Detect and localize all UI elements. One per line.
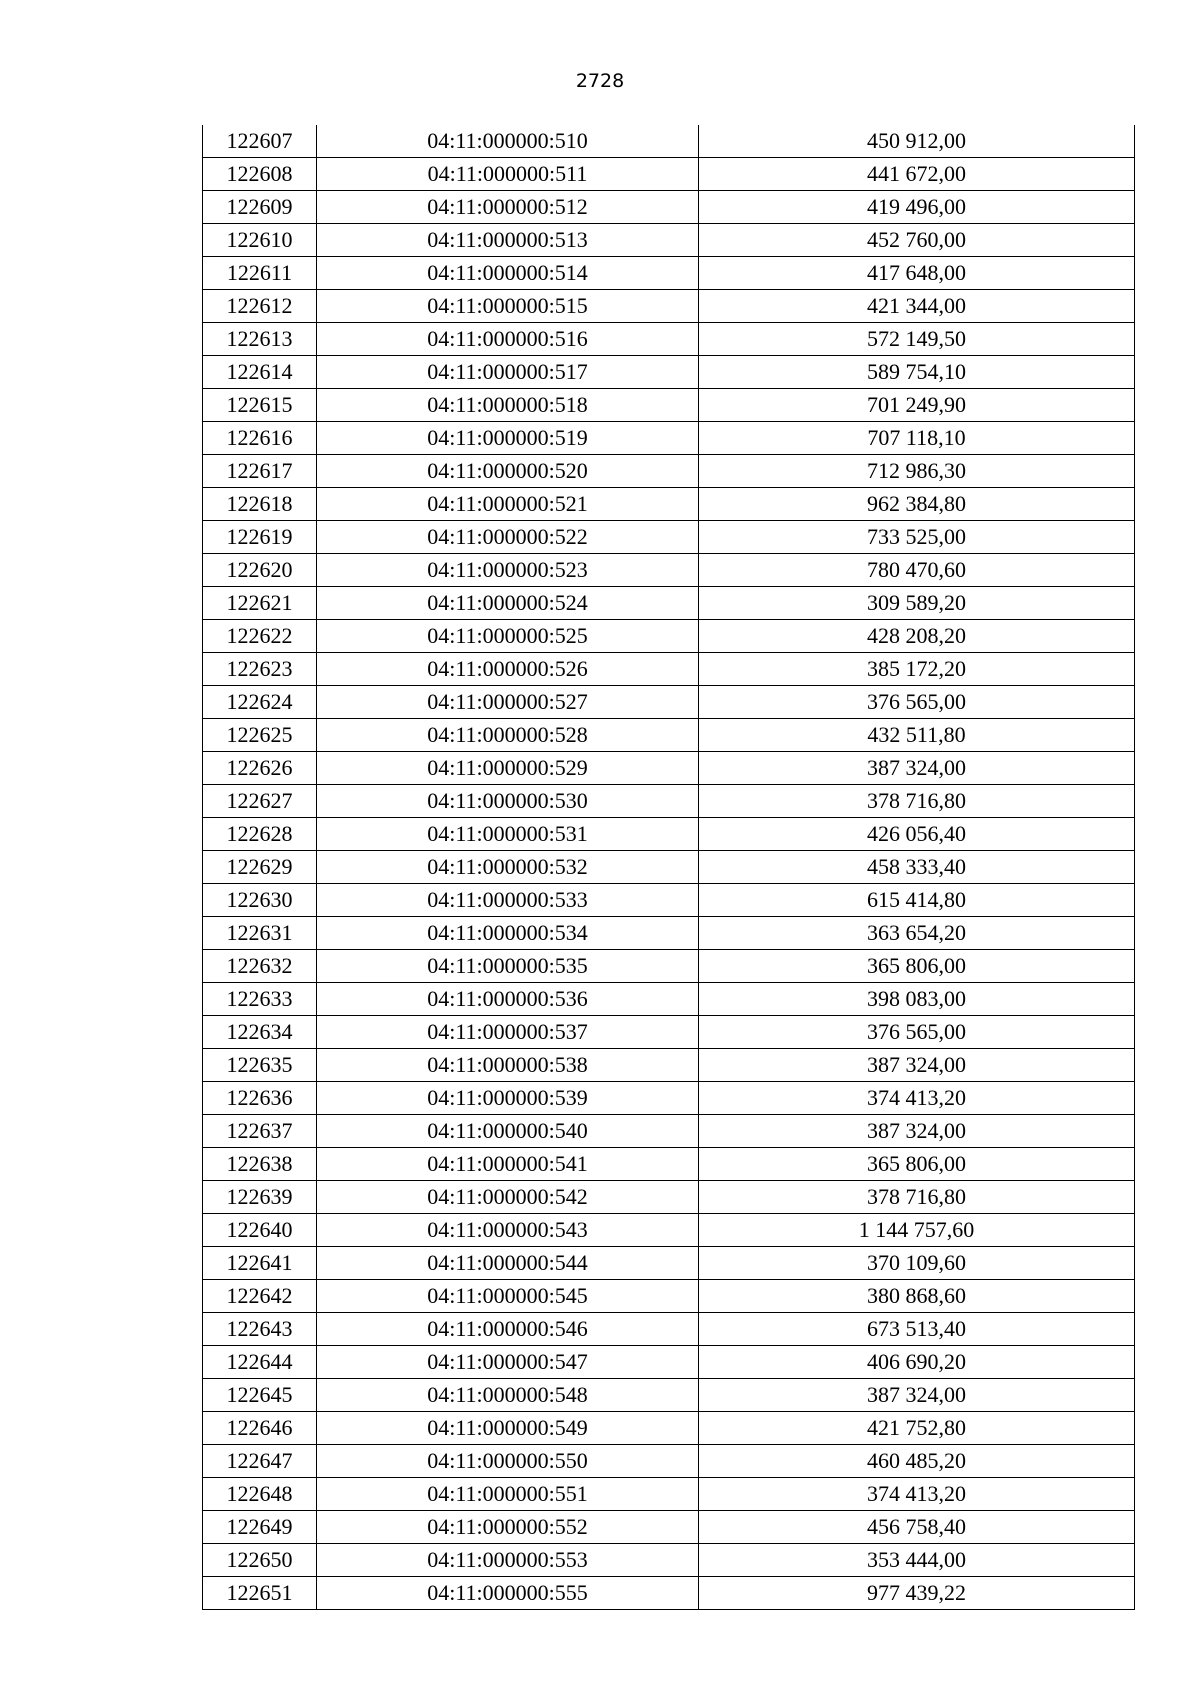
value-cell: 977 439,22 [699, 1577, 1135, 1610]
cadastral-number-cell: 04:11:000000:555 [317, 1577, 699, 1610]
registry-table-container [202, 125, 1135, 1610]
value-cell: 387 324,00 [699, 752, 1135, 785]
cadastral-number-cell: 04:11:000000:551 [317, 1478, 699, 1511]
cadastral-number-cell: 04:11:000000:526 [317, 653, 699, 686]
row-id-cell: 122642 [203, 1280, 317, 1313]
registry-table-body [203, 125, 1135, 1610]
cadastral-number-cell: 04:11:000000:524 [317, 587, 699, 620]
cadastral-number-cell: 04:11:000000:519 [317, 422, 699, 455]
value-cell: 673 513,40 [699, 1313, 1135, 1346]
value-cell: 458 333,40 [699, 851, 1135, 884]
value-cell: 378 716,80 [699, 785, 1135, 818]
table-row [203, 488, 1135, 521]
table-row [203, 1313, 1135, 1346]
table-row [203, 1115, 1135, 1148]
value-cell: 376 565,00 [699, 1016, 1135, 1049]
value-cell: 421 344,00 [699, 290, 1135, 323]
table-row [203, 752, 1135, 785]
table-row [203, 1511, 1135, 1544]
table-row [203, 1445, 1135, 1478]
cadastral-number-cell: 04:11:000000:533 [317, 884, 699, 917]
value-cell: 428 208,20 [699, 620, 1135, 653]
table-row [203, 1412, 1135, 1445]
cadastral-number-cell: 04:11:000000:546 [317, 1313, 699, 1346]
cadastral-number-cell: 04:11:000000:512 [317, 191, 699, 224]
cadastral-number-cell: 04:11:000000:536 [317, 983, 699, 1016]
value-cell: 615 414,80 [699, 884, 1135, 917]
value-cell: 426 056,40 [699, 818, 1135, 851]
table-row [203, 1247, 1135, 1280]
value-cell: 432 511,80 [699, 719, 1135, 752]
row-id-cell: 122616 [203, 422, 317, 455]
value-cell: 387 324,00 [699, 1049, 1135, 1082]
table-row [203, 686, 1135, 719]
row-id-cell: 122623 [203, 653, 317, 686]
value-cell: 370 109,60 [699, 1247, 1135, 1280]
row-id-cell: 122620 [203, 554, 317, 587]
table-row [203, 323, 1135, 356]
value-cell: 385 172,20 [699, 653, 1135, 686]
row-id-cell: 122650 [203, 1544, 317, 1577]
value-cell: 417 648,00 [699, 257, 1135, 290]
cadastral-number-cell: 04:11:000000:537 [317, 1016, 699, 1049]
table-row [203, 983, 1135, 1016]
cadastral-number-cell: 04:11:000000:535 [317, 950, 699, 983]
value-cell: 398 083,00 [699, 983, 1135, 1016]
value-cell: 572 149,50 [699, 323, 1135, 356]
row-id-cell: 122645 [203, 1379, 317, 1412]
value-cell: 374 413,20 [699, 1478, 1135, 1511]
page-number: 2728 [575, 70, 625, 92]
registry-table [202, 125, 1135, 1610]
table-row [203, 554, 1135, 587]
row-id-cell: 122647 [203, 1445, 317, 1478]
cadastral-number-cell: 04:11:000000:532 [317, 851, 699, 884]
cadastral-number-cell: 04:11:000000:516 [317, 323, 699, 356]
table-row [203, 1478, 1135, 1511]
cadastral-number-cell: 04:11:000000:511 [317, 158, 699, 191]
row-id-cell: 122610 [203, 224, 317, 257]
row-id-cell: 122607 [203, 125, 317, 158]
table-row [203, 950, 1135, 983]
table-row [203, 587, 1135, 620]
value-cell: 365 806,00 [699, 1148, 1135, 1181]
row-id-cell: 122613 [203, 323, 317, 356]
table-row [203, 1148, 1135, 1181]
cadastral-number-cell: 04:11:000000:547 [317, 1346, 699, 1379]
table-row [203, 1016, 1135, 1049]
value-cell: 387 324,00 [699, 1115, 1135, 1148]
row-id-cell: 122639 [203, 1181, 317, 1214]
table-row [203, 1346, 1135, 1379]
table-row [203, 1577, 1135, 1610]
cadastral-number-cell: 04:11:000000:553 [317, 1544, 699, 1577]
cadastral-number-cell: 04:11:000000:541 [317, 1148, 699, 1181]
value-cell: 376 565,00 [699, 686, 1135, 719]
value-cell: 421 752,80 [699, 1412, 1135, 1445]
cadastral-number-cell: 04:11:000000:530 [317, 785, 699, 818]
cadastral-number-cell: 04:11:000000:548 [317, 1379, 699, 1412]
table-row [203, 1280, 1135, 1313]
row-id-cell: 122611 [203, 257, 317, 290]
table-row [203, 1181, 1135, 1214]
row-id-cell: 122617 [203, 455, 317, 488]
row-id-cell: 122628 [203, 818, 317, 851]
cadastral-number-cell: 04:11:000000:543 [317, 1214, 699, 1247]
cadastral-number-cell: 04:11:000000:529 [317, 752, 699, 785]
table-row [203, 191, 1135, 224]
cadastral-number-cell: 04:11:000000:518 [317, 389, 699, 422]
row-id-cell: 122622 [203, 620, 317, 653]
cadastral-number-cell: 04:11:000000:538 [317, 1049, 699, 1082]
table-row [203, 257, 1135, 290]
row-id-cell: 122627 [203, 785, 317, 818]
row-id-cell: 122629 [203, 851, 317, 884]
table-row [203, 290, 1135, 323]
cadastral-number-cell: 04:11:000000:510 [317, 125, 699, 158]
row-id-cell: 122643 [203, 1313, 317, 1346]
cadastral-number-cell: 04:11:000000:534 [317, 917, 699, 950]
table-row [203, 1379, 1135, 1412]
value-cell: 406 690,20 [699, 1346, 1135, 1379]
row-id-cell: 122636 [203, 1082, 317, 1115]
cadastral-number-cell: 04:11:000000:525 [317, 620, 699, 653]
row-id-cell: 122612 [203, 290, 317, 323]
table-row [203, 521, 1135, 554]
cadastral-number-cell: 04:11:000000:515 [317, 290, 699, 323]
row-id-cell: 122640 [203, 1214, 317, 1247]
value-cell: 378 716,80 [699, 1181, 1135, 1214]
row-id-cell: 122614 [203, 356, 317, 389]
table-row [203, 1082, 1135, 1115]
row-id-cell: 122630 [203, 884, 317, 917]
row-id-cell: 122635 [203, 1049, 317, 1082]
value-cell: 712 986,30 [699, 455, 1135, 488]
table-row [203, 1214, 1135, 1247]
value-cell: 309 589,20 [699, 587, 1135, 620]
value-cell: 456 758,40 [699, 1511, 1135, 1544]
row-id-cell: 122609 [203, 191, 317, 224]
cadastral-number-cell: 04:11:000000:550 [317, 1445, 699, 1478]
value-cell: 419 496,00 [699, 191, 1135, 224]
value-cell: 589 754,10 [699, 356, 1135, 389]
value-cell: 450 912,00 [699, 125, 1135, 158]
row-id-cell: 122641 [203, 1247, 317, 1280]
row-id-cell: 122646 [203, 1412, 317, 1445]
table-row [203, 422, 1135, 455]
table-row [203, 785, 1135, 818]
row-id-cell: 122625 [203, 719, 317, 752]
row-id-cell: 122649 [203, 1511, 317, 1544]
row-id-cell: 122615 [203, 389, 317, 422]
table-row [203, 1049, 1135, 1082]
table-row [203, 125, 1135, 158]
row-id-cell: 122632 [203, 950, 317, 983]
cadastral-number-cell: 04:11:000000:523 [317, 554, 699, 587]
value-cell: 363 654,20 [699, 917, 1135, 950]
cadastral-number-cell: 04:11:000000:544 [317, 1247, 699, 1280]
cadastral-number-cell: 04:11:000000:517 [317, 356, 699, 389]
table-row [203, 158, 1135, 191]
row-id-cell: 122624 [203, 686, 317, 719]
cadastral-number-cell: 04:11:000000:531 [317, 818, 699, 851]
cadastral-number-cell: 04:11:000000:514 [317, 257, 699, 290]
table-row [203, 356, 1135, 389]
cadastral-number-cell: 04:11:000000:552 [317, 1511, 699, 1544]
cadastral-number-cell: 04:11:000000:545 [317, 1280, 699, 1313]
value-cell: 460 485,20 [699, 1445, 1135, 1478]
cadastral-number-cell: 04:11:000000:549 [317, 1412, 699, 1445]
row-id-cell: 122608 [203, 158, 317, 191]
table-row [203, 884, 1135, 917]
table-row [203, 719, 1135, 752]
cadastral-number-cell: 04:11:000000:542 [317, 1181, 699, 1214]
row-id-cell: 122648 [203, 1478, 317, 1511]
cadastral-number-cell: 04:11:000000:521 [317, 488, 699, 521]
value-cell: 707 118,10 [699, 422, 1135, 455]
row-id-cell: 122631 [203, 917, 317, 950]
cadastral-number-cell: 04:11:000000:513 [317, 224, 699, 257]
row-id-cell: 122619 [203, 521, 317, 554]
value-cell: 374 413,20 [699, 1082, 1135, 1115]
value-cell: 365 806,00 [699, 950, 1135, 983]
row-id-cell: 122618 [203, 488, 317, 521]
value-cell: 780 470,60 [699, 554, 1135, 587]
cadastral-number-cell: 04:11:000000:522 [317, 521, 699, 554]
table-row [203, 851, 1135, 884]
value-cell: 441 672,00 [699, 158, 1135, 191]
table-row [203, 224, 1135, 257]
table-row [203, 1544, 1135, 1577]
value-cell: 452 760,00 [699, 224, 1135, 257]
row-id-cell: 122638 [203, 1148, 317, 1181]
value-cell: 380 868,60 [699, 1280, 1135, 1313]
cadastral-number-cell: 04:11:000000:528 [317, 719, 699, 752]
row-id-cell: 122626 [203, 752, 317, 785]
table-row [203, 620, 1135, 653]
cadastral-number-cell: 04:11:000000:520 [317, 455, 699, 488]
row-id-cell: 122621 [203, 587, 317, 620]
table-row [203, 917, 1135, 950]
row-id-cell: 122651 [203, 1577, 317, 1610]
cadastral-number-cell: 04:11:000000:539 [317, 1082, 699, 1115]
row-id-cell: 122633 [203, 983, 317, 1016]
value-cell: 1 144 757,60 [699, 1214, 1135, 1247]
value-cell: 733 525,00 [699, 521, 1135, 554]
value-cell: 962 384,80 [699, 488, 1135, 521]
cadastral-number-cell: 04:11:000000:527 [317, 686, 699, 719]
value-cell: 353 444,00 [699, 1544, 1135, 1577]
row-id-cell: 122634 [203, 1016, 317, 1049]
table-row [203, 818, 1135, 851]
table-row [203, 455, 1135, 488]
row-id-cell: 122637 [203, 1115, 317, 1148]
cadastral-number-cell: 04:11:000000:540 [317, 1115, 699, 1148]
table-row [203, 653, 1135, 686]
value-cell: 387 324,00 [699, 1379, 1135, 1412]
row-id-cell: 122644 [203, 1346, 317, 1379]
value-cell: 701 249,90 [699, 389, 1135, 422]
table-row [203, 389, 1135, 422]
